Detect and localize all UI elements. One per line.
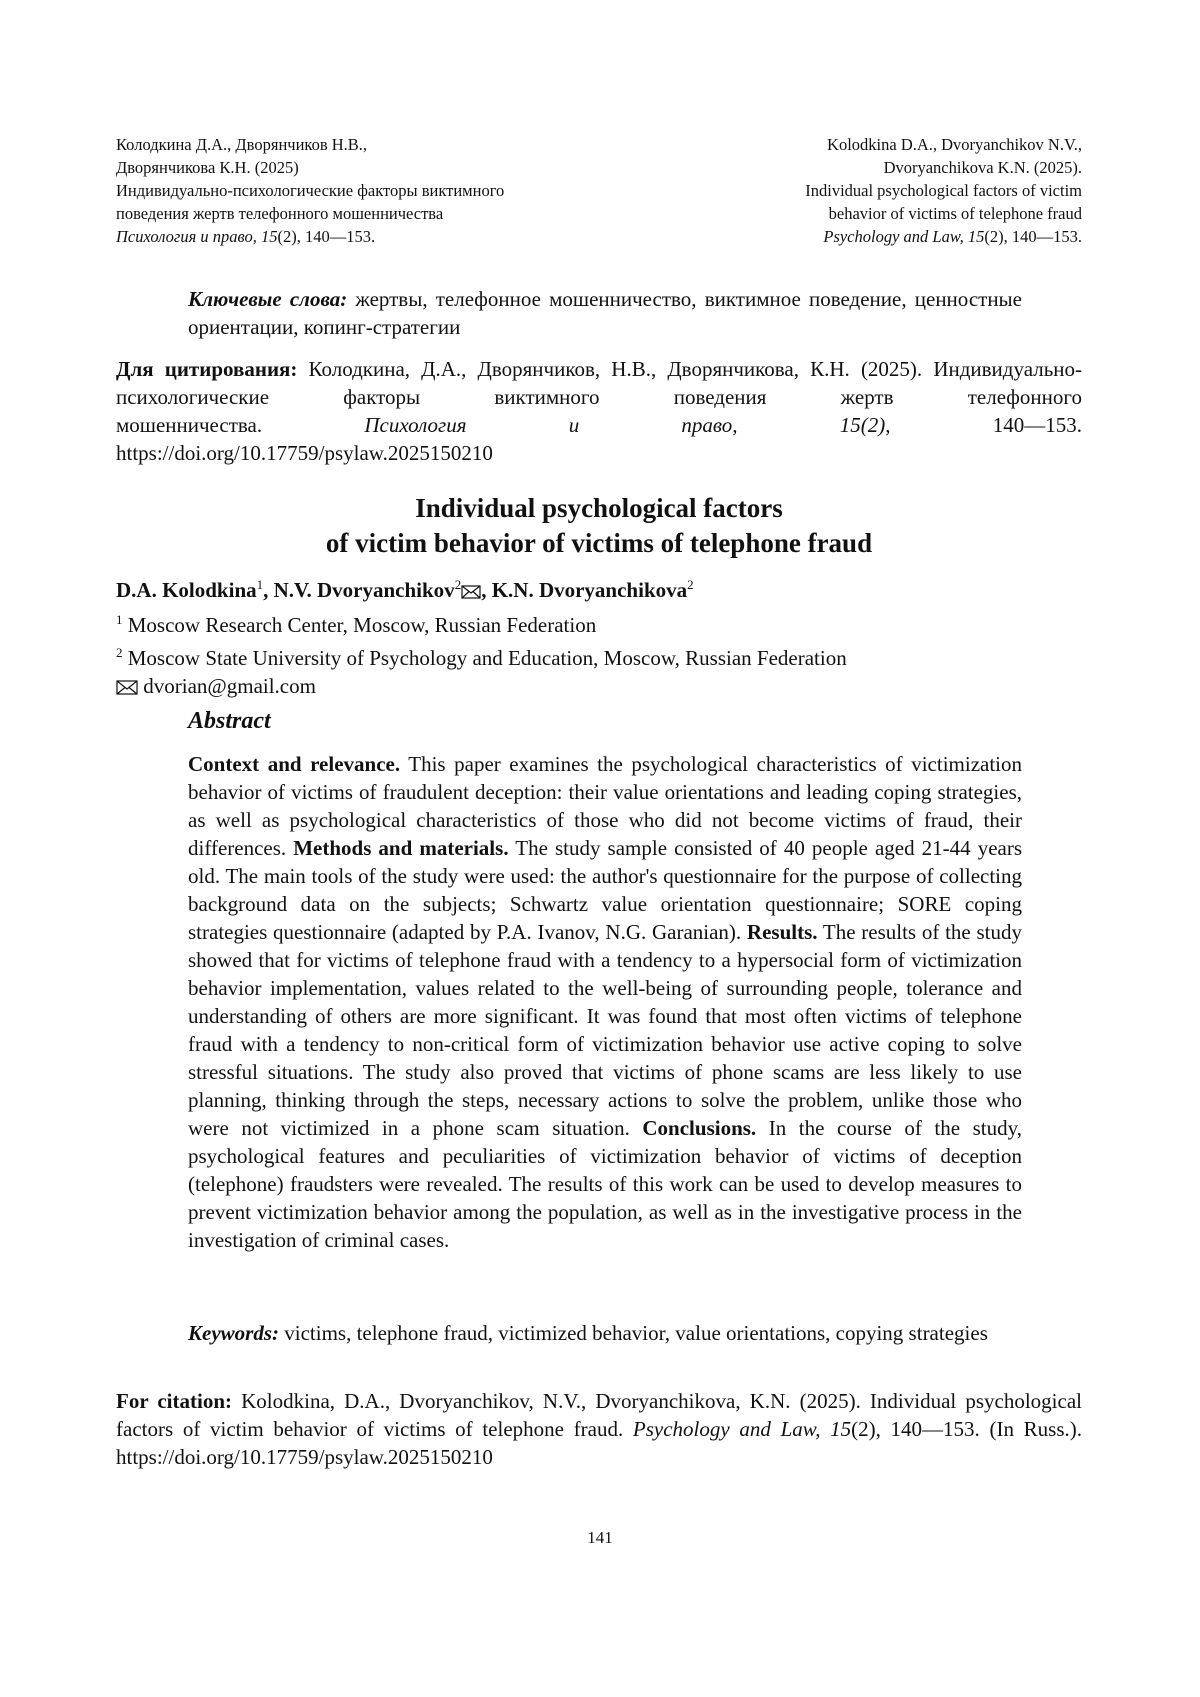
author-affiliation-mark: 2 [454, 577, 462, 592]
citation-ru-body [116, 355, 1082, 411]
header-ru-line: Колодкина Д.А., Дворянчиков Н.В., [116, 135, 368, 154]
citation-en-rest: (2), 140—153. (In Russ.). https://doi.org/10.17759/psylaw.2025150210 [116, 1417, 1082, 1469]
abstract-section-text: The results of the study showed that for victims of telephone fraud with a tendency to a hypersocial form of victimization behavior implementation, values related to the well-being of surrounding people, tolerance and understanding of others are more significant. It was found that most often victims of telephone fraud with a tendency to non-critical form of victimization behavior use active coping to solve stressful situations. The study also proved that victims of phone scams are less likely to use planning, thinking through the steps, necessary actions to solve the problem, unlike those who were not victimized in a phone scam situation. [188, 920, 1022, 1140]
author-affiliation-mark: 2 [687, 577, 694, 592]
header-ru-line: Дворянчикова К.Н. (2025) [116, 158, 299, 177]
authors-block [116, 571, 1082, 702]
header-citation-ru [116, 133, 636, 248]
abstract-heading: Abstract [188, 708, 271, 734]
citation-en-label: For citation: [116, 1389, 233, 1413]
abstract-body [188, 750, 1022, 1254]
citation-ru-word: мошенничества. [116, 413, 263, 437]
abstract-section-text: This paper examines the psychological characteristics of victimization behavior of victims of fraudulent deception: their value orientations and leading coping strategies, as well as psychological characteristics of those who did not become victims of fraud, their differences. [188, 752, 1023, 860]
header-en-issue: (2), 140—153. [984, 227, 1082, 246]
citation-ru-text: Колодкина, Д.А., Дворянчиков, Н.В., Дворянчикова, К.Н. (2025). Индивидуально-психологические факторы виктимного поведения жертв телефонного [116, 357, 1082, 409]
citation-ru-doi[interactable]: https://doi.org/10.17759/psylaw.2025150210 [116, 441, 493, 465]
paper-title-line2: of victim behavior of victims of telephone fraud [325, 528, 873, 558]
author-affiliation-mark: 1 [256, 577, 264, 592]
header-ru-issue: (2), 140—153. [277, 227, 376, 246]
affiliation-text: Moscow Research Center, Moscow, Russian Federation [122, 613, 597, 637]
keywords-ru [188, 285, 1022, 341]
paper-title-line1: Individual psychological factors [415, 493, 783, 523]
affiliation-mark: 2 [116, 645, 123, 660]
header-en-line: Dvoryanchikova K.N. (2025). [883, 158, 1082, 177]
header-ru-journal-line [116, 225, 636, 248]
citation-en-journal: Psychology and Law, 15 [632, 1417, 852, 1441]
author-name: D.A. Kolodkina [116, 578, 257, 602]
author-name: , K.N. Dvoryanchikova [481, 578, 688, 602]
header-ru-line: Индивидуально-психологические факторы виктимного [116, 181, 505, 200]
affiliation-mark: 1 [116, 612, 123, 627]
abstract-section-label: Results. [746, 920, 818, 944]
citation-ru-label: Для цитирования: [116, 357, 298, 381]
header-citation-en [562, 133, 1082, 248]
header-en-journal-line [562, 225, 1082, 248]
abstract-section-text: The study sample consisted of 40 people aged 21-44 years old. The main tools of the study were used: the author's questionnaire for the purpose of collecting background data on the subjects; Schwartz value orientation questionnaire; SORE coping strategies questionnaire (adapted by P.A. Ivanov, N.G. Garanian). [188, 836, 1023, 944]
abstract-section-text: In the course of the study, psychological features and peculiarities of victimization behavior of victims of deception (telephone) fraudsters were revealed. The results of this work can be used to develop measures to prevent victimization behavior among the population, as well as in the investigative process in the investigation of criminal cases. [188, 1116, 1022, 1252]
affiliation-1 [116, 606, 1082, 639]
envelope-icon [461, 578, 481, 606]
citation-en-text: Kolodkina, D.A., Dvoryanchikov, N.V., Dvoryanchikova, K.N. (2025). Individual psychological factors of victim behavior of victims of telephone fraud. [116, 1389, 1082, 1441]
abstract-section-label: Conclusions. [642, 1116, 757, 1140]
citation-ru-journal-word: право, [681, 413, 738, 437]
contact-email-line [116, 672, 1082, 702]
page-number: 141 [587, 1528, 613, 1547]
affiliation-text: Moscow State University of Psychology and Education, Moscow, Russian Federation [122, 646, 847, 670]
header-en-line: behavior of victims of telephone fraud [828, 204, 1082, 223]
abstract-section-label: Methods and materials. [293, 836, 509, 860]
header-ru-journal: Психология и право, 15 [116, 227, 278, 246]
author-line [116, 571, 1082, 606]
citation-ru-journal-word: Психология [364, 413, 467, 437]
keywords-ru-text: жертвы, телефонное мошенничество, виктимное поведение, ценностные ориентации, копинг-стратегии [188, 287, 1022, 339]
header-en-journal: Psychology and Law, 15 [823, 227, 985, 246]
contact-email[interactable]: dvorian@gmail.com [138, 674, 316, 698]
paper-title [116, 491, 1082, 561]
citation-ru [116, 355, 1082, 467]
keywords-en-text: victims, telephone fraud, victimized behavior, value orientations, copying strategies [279, 1321, 988, 1345]
keywords-ru-label: Ключевые слова: [188, 287, 348, 311]
keywords-en [188, 1319, 1022, 1347]
abstract-section-label: Context and relevance. [188, 752, 401, 776]
author-name: , N.V. Dvoryanchikov [263, 578, 455, 602]
header-en-line: Individual psychological factors of victim [805, 181, 1082, 200]
citation-ru-volume: 15(2), [839, 413, 891, 437]
citation-ru-line3 [116, 411, 1082, 439]
envelope-icon [116, 674, 138, 702]
citation-en [116, 1387, 1082, 1471]
citation-ru-pages: 140—153. [992, 413, 1082, 437]
citation-ru-journal-word: и [568, 413, 580, 437]
affiliation-2 [116, 639, 1082, 672]
header-ru-line: поведения жертв телефонного мошенничества [116, 204, 444, 223]
header-en-line: Kolodkina D.A., Dvoryanchikov N.V., [827, 135, 1082, 154]
keywords-en-label: Keywords: [188, 1321, 279, 1345]
